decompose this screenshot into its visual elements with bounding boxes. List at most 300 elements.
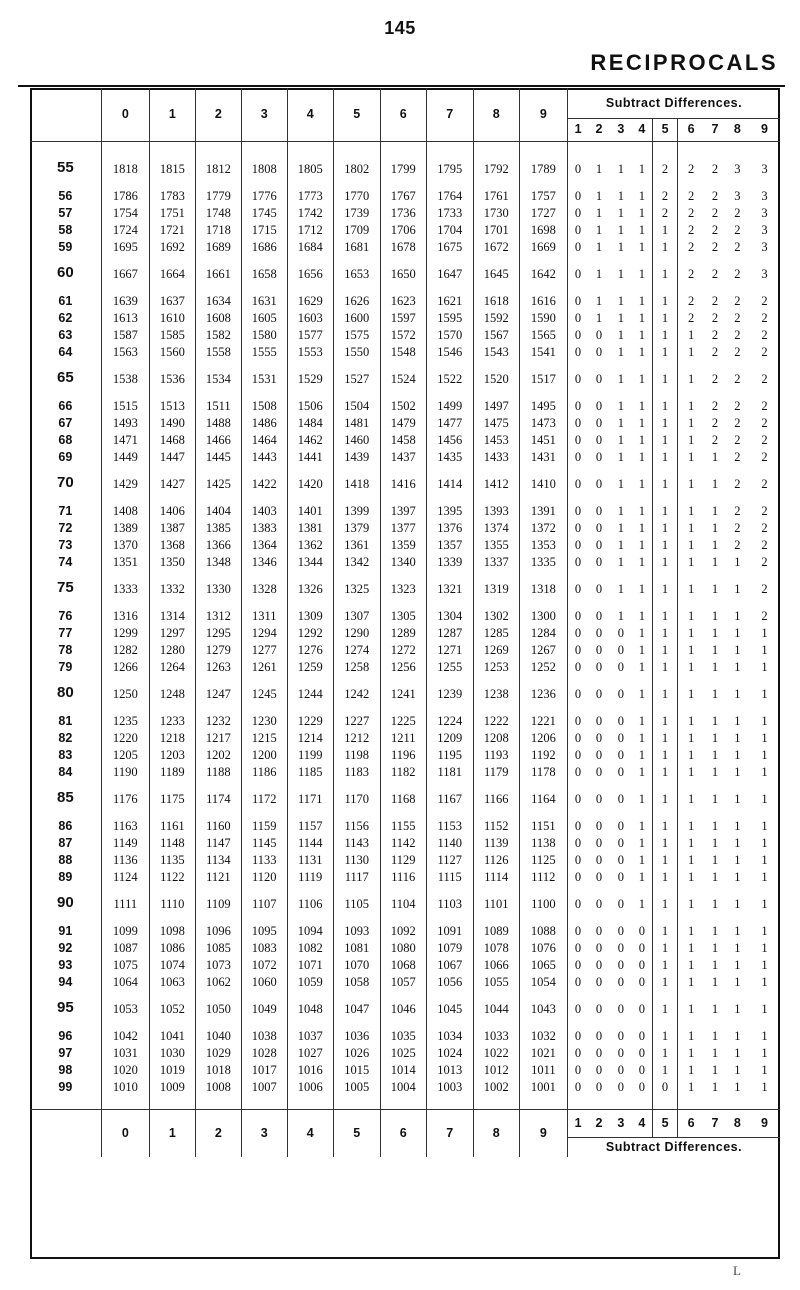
- reciprocal-cell: 1623: [380, 280, 426, 307]
- difference-cell: 1: [652, 971, 677, 988]
- reciprocal-cell: 1342: [333, 551, 380, 568]
- spacer-cell: [241, 1093, 287, 1109]
- difference-cell: 0: [617, 818, 624, 833]
- reciprocal-cell: 1074: [149, 954, 195, 971]
- table-row: [30, 639, 780, 656]
- reciprocal-cell: 1319: [473, 568, 519, 595]
- spacer-cell: [652, 1093, 677, 1109]
- difference-cell: 1: [678, 1076, 704, 1093]
- difference-cell: 0: [595, 835, 603, 850]
- reciprocal-cell: 1433: [473, 446, 519, 463]
- difference-cell: 1: [652, 673, 677, 700]
- row-label: 69: [58, 449, 73, 464]
- difference-cell: 2: [711, 398, 719, 413]
- difference-cell: 1: [652, 236, 677, 253]
- reciprocal-cell: 1495: [519, 385, 567, 412]
- reciprocal-cell: 1346: [241, 551, 287, 568]
- difference-cell: 1: [638, 503, 645, 518]
- reciprocal-cell: 1608: [195, 307, 241, 324]
- difference-cell: 2: [734, 266, 741, 281]
- difference-cell: 0: [567, 341, 588, 358]
- reciprocal-cell: 1261: [241, 656, 287, 673]
- row-label: 72: [58, 520, 73, 535]
- reciprocal-cell: 1488: [195, 412, 241, 429]
- difference-cell: 1: [652, 1015, 677, 1042]
- difference-cell: 0: [567, 307, 588, 324]
- table-row: [30, 141, 780, 175]
- difference-cell: 1: [734, 896, 741, 911]
- difference-cell: 1: [652, 517, 677, 534]
- reciprocal-cell: 1164: [519, 778, 567, 805]
- reciprocal-cell: 1114: [473, 866, 519, 883]
- reciprocal-cell: 1202: [195, 744, 241, 761]
- reciprocal-cell: 1558: [195, 341, 241, 358]
- difference-cell: 1: [652, 805, 677, 832]
- difference-cell: 1: [652, 429, 677, 446]
- reciprocal-cell: 1017: [241, 1059, 287, 1076]
- header-rule: [18, 85, 785, 87]
- difference-cell: 1: [734, 608, 741, 623]
- reciprocal-cell: 1218: [149, 727, 195, 744]
- difference-cell: 1: [617, 371, 624, 386]
- table-row: [30, 412, 780, 429]
- difference-cell: 0: [567, 700, 588, 727]
- row-label: 99: [58, 1079, 73, 1094]
- reciprocal-cell: 1013: [426, 1059, 473, 1076]
- reciprocal-cell: 1101: [473, 883, 519, 910]
- spacer-cell: [333, 1093, 380, 1109]
- reciprocal-cell: 1667: [101, 253, 149, 280]
- reciprocal-cell: 1715: [241, 219, 287, 236]
- difference-cell: 0: [567, 1015, 588, 1042]
- reciprocal-cell: 1110: [149, 883, 195, 910]
- reciprocal-cell: 1318: [519, 568, 567, 595]
- difference-cell: 0: [567, 429, 588, 446]
- difference-cell: 1: [678, 832, 704, 849]
- difference-cell: 1: [595, 310, 603, 325]
- reciprocal-cell: 1383: [241, 517, 287, 534]
- reciprocal-cell: 1471: [101, 429, 149, 446]
- reciprocal-cell: 1379: [333, 517, 380, 534]
- difference-cell: 2: [734, 520, 741, 535]
- reciprocal-cell: 1264: [149, 656, 195, 673]
- reciprocal-cell: 1142: [380, 832, 426, 849]
- difference-cell: 1: [711, 713, 719, 728]
- row-label: 80: [57, 684, 74, 701]
- reciprocal-cell: 1153: [426, 805, 473, 832]
- reciprocal-cell: 1389: [101, 517, 149, 534]
- reciprocal-cell: 1190: [101, 761, 149, 778]
- reciprocal-cell: 1012: [473, 1059, 519, 1076]
- difference-cell: 0: [617, 791, 624, 806]
- reciprocal-cell: 1176: [101, 778, 149, 805]
- reciprocal-cell: 1332: [149, 568, 195, 595]
- difference-cell: 2: [734, 327, 741, 342]
- reciprocal-cell: 1059: [287, 971, 333, 988]
- difference-cell: 0: [567, 639, 588, 656]
- difference-cell: 0: [595, 1028, 603, 1043]
- difference-cell: 2: [761, 608, 768, 623]
- difference-cell: 2: [711, 205, 719, 220]
- reciprocal-cell: 1133: [241, 849, 287, 866]
- spacer-cell: [101, 1093, 149, 1109]
- reciprocal-cell: 1802: [333, 141, 380, 175]
- reciprocal-cell: 1462: [287, 429, 333, 446]
- reciprocal-cell: 1103: [426, 883, 473, 910]
- difference-cell: 1: [652, 937, 677, 954]
- difference-cell: 1: [638, 520, 645, 535]
- difference-cell: 0: [595, 449, 603, 464]
- difference-cell: 1: [678, 534, 704, 551]
- reciprocal-cell: 1266: [101, 656, 149, 673]
- difference-cell: 1: [711, 896, 719, 911]
- reciprocal-cell: 1600: [333, 307, 380, 324]
- column-footer-0: 0: [101, 1109, 149, 1157]
- reciprocal-cell: 1580: [241, 324, 287, 341]
- difference-cell: 0: [595, 642, 603, 657]
- difference-cell: 0: [567, 534, 588, 551]
- difference-cell: 1: [678, 595, 704, 622]
- difference-cell: 3: [761, 205, 768, 220]
- reciprocal-cell: 1125: [519, 849, 567, 866]
- difference-cell: 2: [734, 398, 741, 413]
- difference-cell: 2: [761, 371, 768, 386]
- row-label: 74: [58, 554, 73, 569]
- reciprocal-cell: 1020: [101, 1059, 149, 1076]
- table-row: [30, 358, 780, 385]
- reciprocal-cell: 1508: [241, 385, 287, 412]
- difference-cell: 1: [638, 686, 645, 701]
- difference-cell: 0: [617, 764, 624, 779]
- reciprocal-cell: 1244: [287, 673, 333, 700]
- reciprocal-cell: 1222: [473, 700, 519, 727]
- column-footer-3: 3: [241, 1109, 287, 1157]
- reciprocal-cell: 1011: [519, 1059, 567, 1076]
- reciprocal-cell: 1513: [149, 385, 195, 412]
- reciprocal-cell: 1361: [333, 534, 380, 551]
- reciprocal-cell: 1647: [426, 253, 473, 280]
- reciprocal-cell: 1255: [426, 656, 473, 673]
- reciprocal-cell: 1733: [426, 202, 473, 219]
- difference-cell: 1: [638, 818, 645, 833]
- difference-cell: 1: [617, 503, 624, 518]
- reciprocal-cell: 1035: [380, 1015, 426, 1042]
- reciprocal-cell: 1789: [519, 141, 567, 175]
- difference-cell: 0: [567, 446, 588, 463]
- reciprocal-cell: 1479: [380, 412, 426, 429]
- difference-cell: 1: [711, 869, 719, 884]
- diff-header-1: 1: [567, 118, 588, 141]
- difference-cell: 0: [567, 866, 588, 883]
- reciprocal-cell: 1124: [101, 866, 149, 883]
- difference-cell: 1: [617, 554, 624, 569]
- row-label: 58: [58, 222, 73, 237]
- row-label: 91: [58, 923, 73, 938]
- reciprocal-cell: 1134: [195, 849, 241, 866]
- reciprocal-cell: 1280: [149, 639, 195, 656]
- reciprocal-cell: 1311: [241, 595, 287, 622]
- difference-cell: 0: [638, 1062, 645, 1077]
- reciprocal-cell: 1675: [426, 236, 473, 253]
- difference-cell: 1: [652, 1042, 677, 1059]
- difference-cell: 0: [617, 642, 624, 657]
- difference-cell: 0: [617, 1062, 624, 1077]
- difference-cell: 1: [617, 520, 624, 535]
- difference-cell: 0: [567, 490, 588, 517]
- reciprocal-cell: 1582: [195, 324, 241, 341]
- row-label: 77: [58, 625, 73, 640]
- difference-cell: 0: [567, 551, 588, 568]
- difference-cell: 1: [734, 974, 741, 989]
- difference-cell: 0: [617, 1045, 624, 1060]
- difference-cell: 1: [734, 1045, 741, 1060]
- reciprocal-cell: 1481: [333, 412, 380, 429]
- difference-cell: 0: [617, 974, 624, 989]
- reciprocal-cell: 1131: [287, 849, 333, 866]
- difference-cell: 1: [734, 1079, 741, 1094]
- row-label: 78: [58, 642, 73, 657]
- difference-cell: 0: [617, 940, 624, 955]
- reciprocal-cell: 1401: [287, 490, 333, 517]
- spacer-cell: [632, 1093, 653, 1109]
- table-row: [30, 236, 780, 253]
- difference-cell: 2: [761, 344, 768, 359]
- difference-cell: 0: [617, 1028, 624, 1043]
- reciprocal-cell: 1605: [241, 307, 287, 324]
- row-label: 60: [57, 264, 74, 281]
- reciprocal-cell: 1034: [426, 1015, 473, 1042]
- difference-cell: 1: [761, 625, 768, 640]
- difference-cell: 0: [567, 568, 588, 595]
- table-row: [30, 1042, 780, 1059]
- reciprocal-cell: 1706: [380, 219, 426, 236]
- difference-cell: 1: [652, 622, 677, 639]
- reciprocal-cell: 1200: [241, 744, 287, 761]
- reciprocal-cell: 1524: [380, 358, 426, 385]
- difference-cell: 0: [567, 236, 588, 253]
- reciprocal-cell: 1473: [519, 412, 567, 429]
- difference-cell: 1: [595, 188, 603, 203]
- reciprocal-cell: 1294: [241, 622, 287, 639]
- reciprocal-cell: 1032: [519, 1015, 567, 1042]
- reciprocal-cell: 1138: [519, 832, 567, 849]
- difference-cell: 0: [567, 1059, 588, 1076]
- column-header-2: 2: [195, 88, 241, 141]
- reciprocal-cell: 1140: [426, 832, 473, 849]
- reciprocal-cell: 1208: [473, 727, 519, 744]
- difference-cell: 1: [638, 642, 645, 657]
- table-row: [30, 805, 780, 832]
- reciprocal-cell: 1217: [195, 727, 241, 744]
- reciprocal-cell: 1351: [101, 551, 149, 568]
- difference-cell: 0: [652, 1076, 677, 1093]
- reciprocal-cell: 1385: [195, 517, 241, 534]
- reciprocal-cell: 1572: [380, 324, 426, 341]
- difference-cell: 1: [652, 883, 677, 910]
- difference-cell: 0: [567, 910, 588, 937]
- difference-cell: 0: [617, 835, 624, 850]
- reciprocal-cell: 1209: [426, 727, 473, 744]
- page-mark: L: [733, 1263, 741, 1278]
- reciprocal-cell: 1499: [426, 385, 473, 412]
- difference-cell: 2: [734, 476, 741, 491]
- table-row: [30, 622, 780, 639]
- diff-footer-1: 1: [567, 1109, 588, 1137]
- difference-cell: 2: [711, 161, 719, 176]
- difference-cell: 0: [567, 805, 588, 832]
- difference-cell: 1: [652, 385, 677, 412]
- reciprocal-cell: 1416: [380, 463, 426, 490]
- difference-cell: 0: [638, 1079, 645, 1094]
- reciprocal-cell: 1754: [101, 202, 149, 219]
- row-label-header: [30, 88, 101, 141]
- difference-cell: 1: [638, 222, 645, 237]
- reciprocal-cell: 1399: [333, 490, 380, 517]
- reciprocal-cell: 1005: [333, 1076, 380, 1093]
- reciprocal-cell: 1517: [519, 358, 567, 385]
- reciprocal-cell: 1106: [287, 883, 333, 910]
- reciprocal-cell: 1185: [287, 761, 333, 778]
- page-number: 145: [384, 18, 416, 38]
- difference-cell: 0: [595, 344, 603, 359]
- reciprocal-cell: 1082: [287, 937, 333, 954]
- difference-cell: 1: [711, 642, 719, 657]
- difference-cell: 2: [734, 503, 741, 518]
- difference-cell: 1: [617, 398, 624, 413]
- reciprocal-cell: 1282: [101, 639, 149, 656]
- reciprocal-cell: 1024: [426, 1042, 473, 1059]
- table-row: [30, 761, 780, 778]
- difference-cell: 1: [734, 957, 741, 972]
- difference-cell: 1: [638, 293, 645, 308]
- difference-cell: 1: [638, 554, 645, 569]
- table-row: [30, 568, 780, 595]
- reciprocal-cell: 1664: [149, 253, 195, 280]
- page-title: RECIPROCALS: [590, 50, 778, 75]
- difference-cell: 2: [711, 415, 719, 430]
- difference-cell: 1: [652, 700, 677, 727]
- difference-cell: 0: [567, 673, 588, 700]
- row-label: 92: [58, 940, 73, 955]
- reciprocal-cell: 1610: [149, 307, 195, 324]
- difference-cell: 1: [711, 923, 719, 938]
- reciprocal-cell: 1220: [101, 727, 149, 744]
- reciprocal-cell: 1192: [519, 744, 567, 761]
- difference-cell: 1: [678, 988, 704, 1015]
- difference-cell: 1: [652, 341, 677, 358]
- difference-cell: 1: [617, 581, 624, 596]
- difference-cell: 1: [711, 835, 719, 850]
- reciprocal-cell: 1773: [287, 175, 333, 202]
- difference-cell: 3: [761, 266, 768, 281]
- reciprocal-cell: 1757: [519, 175, 567, 202]
- difference-cell: 2: [734, 205, 741, 220]
- reciprocal-cell: 1089: [473, 910, 519, 937]
- difference-cell: 1: [734, 923, 741, 938]
- reciprocal-cell: 1335: [519, 551, 567, 568]
- difference-cell: 0: [567, 622, 588, 639]
- difference-cell: 3: [761, 188, 768, 203]
- reciprocal-cell: 1075: [101, 954, 149, 971]
- reciprocal-cell: 1050: [195, 988, 241, 1015]
- reciprocal-cell: 1805: [287, 141, 333, 175]
- difference-cell: 1: [761, 1079, 768, 1094]
- difference-cell: 0: [595, 923, 603, 938]
- reciprocal-cell: 1364: [241, 534, 287, 551]
- reciprocal-cell: 1043: [519, 988, 567, 1015]
- difference-cell: 2: [711, 327, 719, 342]
- reciprocal-cell: 1590: [519, 307, 567, 324]
- reciprocal-cell: 1109: [195, 883, 241, 910]
- difference-cell: 1: [652, 988, 677, 1015]
- spacer-cell: [704, 1093, 726, 1109]
- reciprocal-cell: 1094: [287, 910, 333, 937]
- reciprocal-cell: 1152: [473, 805, 519, 832]
- reciprocal-cell: 1193: [473, 744, 519, 761]
- reciprocal-cell: 1081: [333, 937, 380, 954]
- reciprocal-cell: 1658: [241, 253, 287, 280]
- reciprocal-cell: 1420: [287, 463, 333, 490]
- row-label-footer: [30, 1109, 101, 1157]
- difference-cell: 1: [652, 219, 677, 236]
- column-header-6: 6: [380, 88, 426, 141]
- row-label: 76: [58, 608, 73, 623]
- difference-cell: 1: [638, 852, 645, 867]
- difference-cell: 1: [761, 896, 768, 911]
- difference-cell: 1: [595, 266, 603, 281]
- reciprocal-cell: 1353: [519, 534, 567, 551]
- reciprocal-cell: 1182: [380, 761, 426, 778]
- reciprocal-cell: 1650: [380, 253, 426, 280]
- row-label: 97: [58, 1045, 73, 1060]
- reciprocal-cell: 1292: [287, 622, 333, 639]
- difference-cell: 1: [638, 188, 645, 203]
- difference-cell: 1: [761, 659, 768, 674]
- row-label: 63: [58, 327, 73, 342]
- reciprocal-cell: 1742: [287, 202, 333, 219]
- reciprocal-cell: 1792: [473, 141, 519, 175]
- difference-cell: 1: [734, 747, 741, 762]
- difference-cell: 1: [678, 778, 704, 805]
- difference-cell: 1: [678, 727, 704, 744]
- difference-cell: 1: [678, 490, 704, 517]
- reciprocal-cell: 1340: [380, 551, 426, 568]
- reciprocal-cell: 1115: [426, 866, 473, 883]
- column-header-0: 0: [101, 88, 149, 141]
- difference-cell: 1: [638, 581, 645, 596]
- difference-cell: 1: [652, 551, 677, 568]
- reciprocal-cell: 1522: [426, 358, 473, 385]
- difference-cell: 1: [711, 1045, 719, 1060]
- reciprocal-cell: 1060: [241, 971, 287, 988]
- reciprocal-cell: 1170: [333, 778, 380, 805]
- reciprocal-cell: 1229: [287, 700, 333, 727]
- reciprocal-cell: 1163: [101, 805, 149, 832]
- reciprocal-cell: 1502: [380, 385, 426, 412]
- difference-cell: 1: [734, 625, 741, 640]
- difference-cell: 1: [638, 239, 645, 254]
- difference-cell: 2: [652, 202, 677, 219]
- spacer-cell: [380, 1093, 426, 1109]
- difference-cell: 1: [595, 161, 603, 176]
- reciprocal-cell: 1686: [241, 236, 287, 253]
- reciprocal-cell: 1577: [287, 324, 333, 341]
- difference-cell: 0: [617, 923, 624, 938]
- difference-cell: 0: [595, 659, 603, 674]
- reciprocal-cell: 1490: [149, 412, 195, 429]
- difference-cell: 1: [761, 923, 768, 938]
- difference-cell: 1: [617, 344, 624, 359]
